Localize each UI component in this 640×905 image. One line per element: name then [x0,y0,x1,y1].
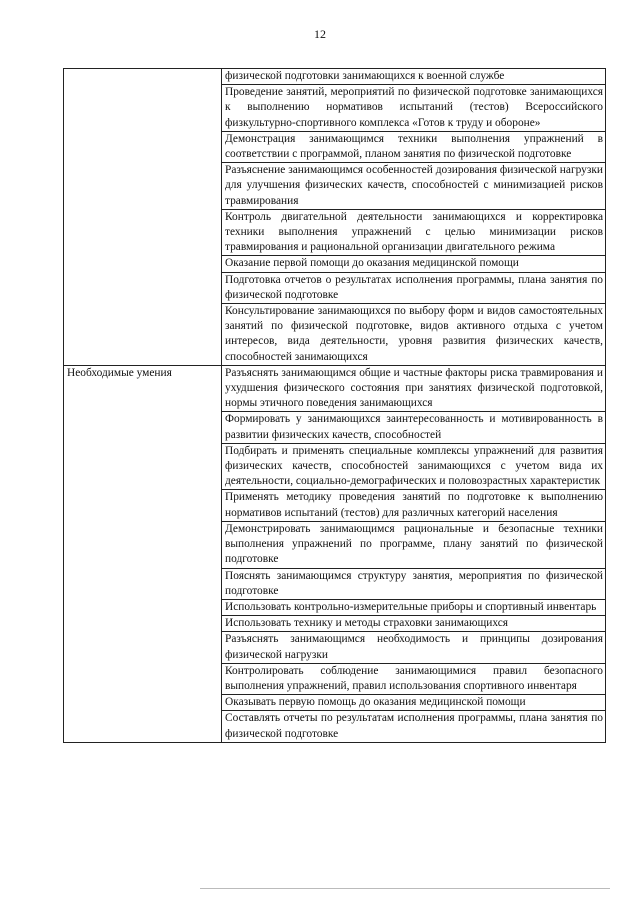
table-cell: Разъяснять занимающимся общие и частные факторы риска травмирования и ухудшения физического состояния при занятиях физической подготовкой, нормы этичного поведения занимающихся [222,365,606,412]
table-row [64,69,606,85]
page-number: 12 [314,27,326,41]
table-cell: Подготовка отчетов о результатах исполнения программы, плана занятия по физической подготовке [222,272,606,303]
table-cell: Контроль двигательной деятельности занимающихся и корректировка техники выполнения упражнений с целью минимизации рисков травмирования и рациональной организации двигательного режима [222,209,606,256]
table-cell: Разъяснять занимающимся необходимость и принципы дозирования физической нагрузки [222,632,606,663]
competency-table [63,68,606,743]
section-skills-label: Необходимые умения [64,365,222,742]
table-cell: Демонстрировать занимающимся рациональные и безопасные техники выполнения упражнений по программе, плану занятий по физической подготовке [222,521,606,568]
table-cell: Разъяснение занимающимся особенностей дозирования физической нагрузки для улучшения физических качеств, способностей с минимизацией рисков травмирования [222,163,606,210]
table-cell: Использовать контрольно-измерительные приборы и спортивный инвентарь [222,599,606,615]
table-cell: Оказывать первую помощь до оказания медицинской помощи [222,695,606,711]
table-cell: физической подготовки занимающихся к военной службе [222,69,606,85]
table-cell: Проведение занятий, мероприятий по физической подготовке занимающихся к выполнению нормативов испытаний (тестов) Всероссийского физкультурно-спортивного комплекса «Готов к труду и обороне» [222,85,606,132]
table-cell: Подбирать и применять специальные комплексы упражнений для развития физических качеств, способностей занимающихся с учетом вида их деятельности, социально-демографических и половозрастных характеристик [222,443,606,490]
table-cell: Оказание первой помощи до оказания медицинской помощи [222,256,606,272]
table-cell: Составлять отчеты по результатам исполнения программы, плана занятия по физической подготовке [222,711,606,742]
table-row [64,365,606,412]
table-cell: Использовать технику и методы страховки занимающихся [222,616,606,632]
table-cell: Формировать у занимающихся заинтересованность и мотивированность в развитии физических качеств, способностей [222,412,606,443]
table-cell: Контролировать соблюдение занимающимися правил безопасного выполнения упражнений, правил использования спортивного инвентаря [222,663,606,694]
table-cell: Демонстрация занимающимся техники выполнения упражнений в соответствии с программой, планом занятия по физической подготовке [222,131,606,162]
table-cell: Пояснять занимающимся структуру занятия, мероприятия по физической подготовке [222,568,606,599]
table-cell: Применять методику проведения занятий по подготовке к выполнению нормативов испытаний (тестов) для различных категорий населения [222,490,606,521]
footer-rule [200,888,610,889]
table-cell: Консультирование занимающихся по выбору форм и видов самостоятельных занятий по физической подготовке, видов активного отдыха с учетом интересов, вида деятельности, уровня развития физических качеств, способностей занимающихся [222,304,606,366]
section-top-label [64,69,222,366]
